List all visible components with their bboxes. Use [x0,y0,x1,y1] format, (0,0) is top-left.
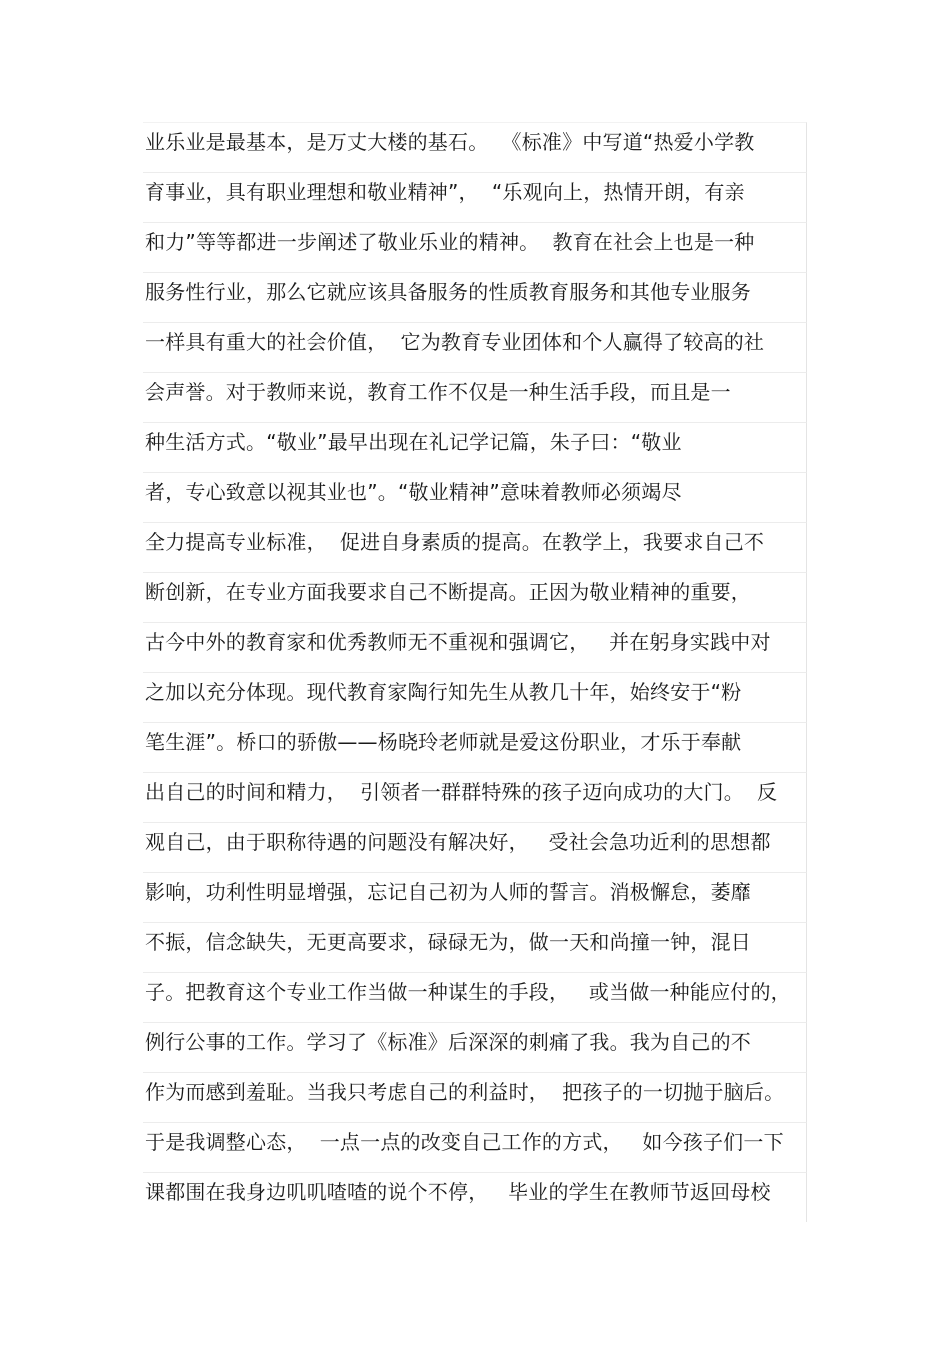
text-line: 者，专心致意以视其业也”。“敬业精神”意味着教师必须竭尽 [143,472,807,522]
text-body [143,122,807,1222]
text-line: 服务性行业，那么它就应该具备服务的性质教育服务和其他专业服务 [143,272,807,322]
text-line: 一样具有重大的社会价值， 它为教育专业团体和个人赢得了较高的社 [143,322,807,372]
text-line: 出自己的时间和精力， 引领者一群群特殊的孩子迈向成功的大门。 反 [143,772,807,822]
text-line: 古今中外的教育家和优秀教师无不重视和强调它， 并在躬身实践中对 [143,622,807,672]
text-line: 观自己，由于职称待遇的问题没有解决好， 受社会急功近利的思想都 [143,822,807,872]
text-line: 育事业，具有职业理想和敬业精神”， “乐观向上，热情开朗，有亲 [143,172,807,222]
text-line: 之加以充分体现。现代教育家陶行知先生从教几十年，始终安于“粉 [143,672,807,722]
text-line: 于是我调整心态， 一点一点的改变自己工作的方式， 如今孩子们一下 [143,1122,807,1172]
text-line: 断创新，在专业方面我要求自己不断提高。正因为敬业精神的重要， [143,572,807,622]
text-line: 会声誉。对于教师来说，教育工作不仅是一种生活手段，而且是一 [143,372,807,422]
text-line: 种生活方式。“敬业”最早出现在礼记学记篇，朱子曰：“敬业 [143,422,807,472]
text-line: 例行公事的工作。学习了《标准》后深深的刺痛了我。我为自己的不 [143,1022,807,1072]
text-line: 业乐业是最基本，是万丈大楼的基石。 《标准》中写道“热爱小学教 [143,122,807,172]
text-line: 不振，信念缺失，无更高要求，碌碌无为，做一天和尚撞一钟，混日 [143,922,807,972]
text-line: 和力”等等都进一步阐述了敬业乐业的精神。 教育在社会上也是一种 [143,222,807,272]
text-line: 笔生涯”。桥口的骄傲——杨晓玲老师就是爱这份职业，才乐于奉献 [143,722,807,772]
text-line: 课都围在我身边叽叽喳喳的说个不停， 毕业的学生在教师节返回母校 [143,1172,807,1222]
text-line: 全力提高专业标准， 促进自身素质的提高。在教学上，我要求自己不 [143,522,807,572]
text-line: 子。把教育这个专业工作当做一种谋生的手段， 或当做一种能应付的， [143,972,807,1022]
text-line: 影响，功利性明显增强，忘记自己初为人师的誓言。消极懈怠，萎靡 [143,872,807,922]
text-line: 作为而感到羞耻。当我只考虑自己的利益时， 把孩子的一切抛于脑后。 [143,1072,807,1122]
